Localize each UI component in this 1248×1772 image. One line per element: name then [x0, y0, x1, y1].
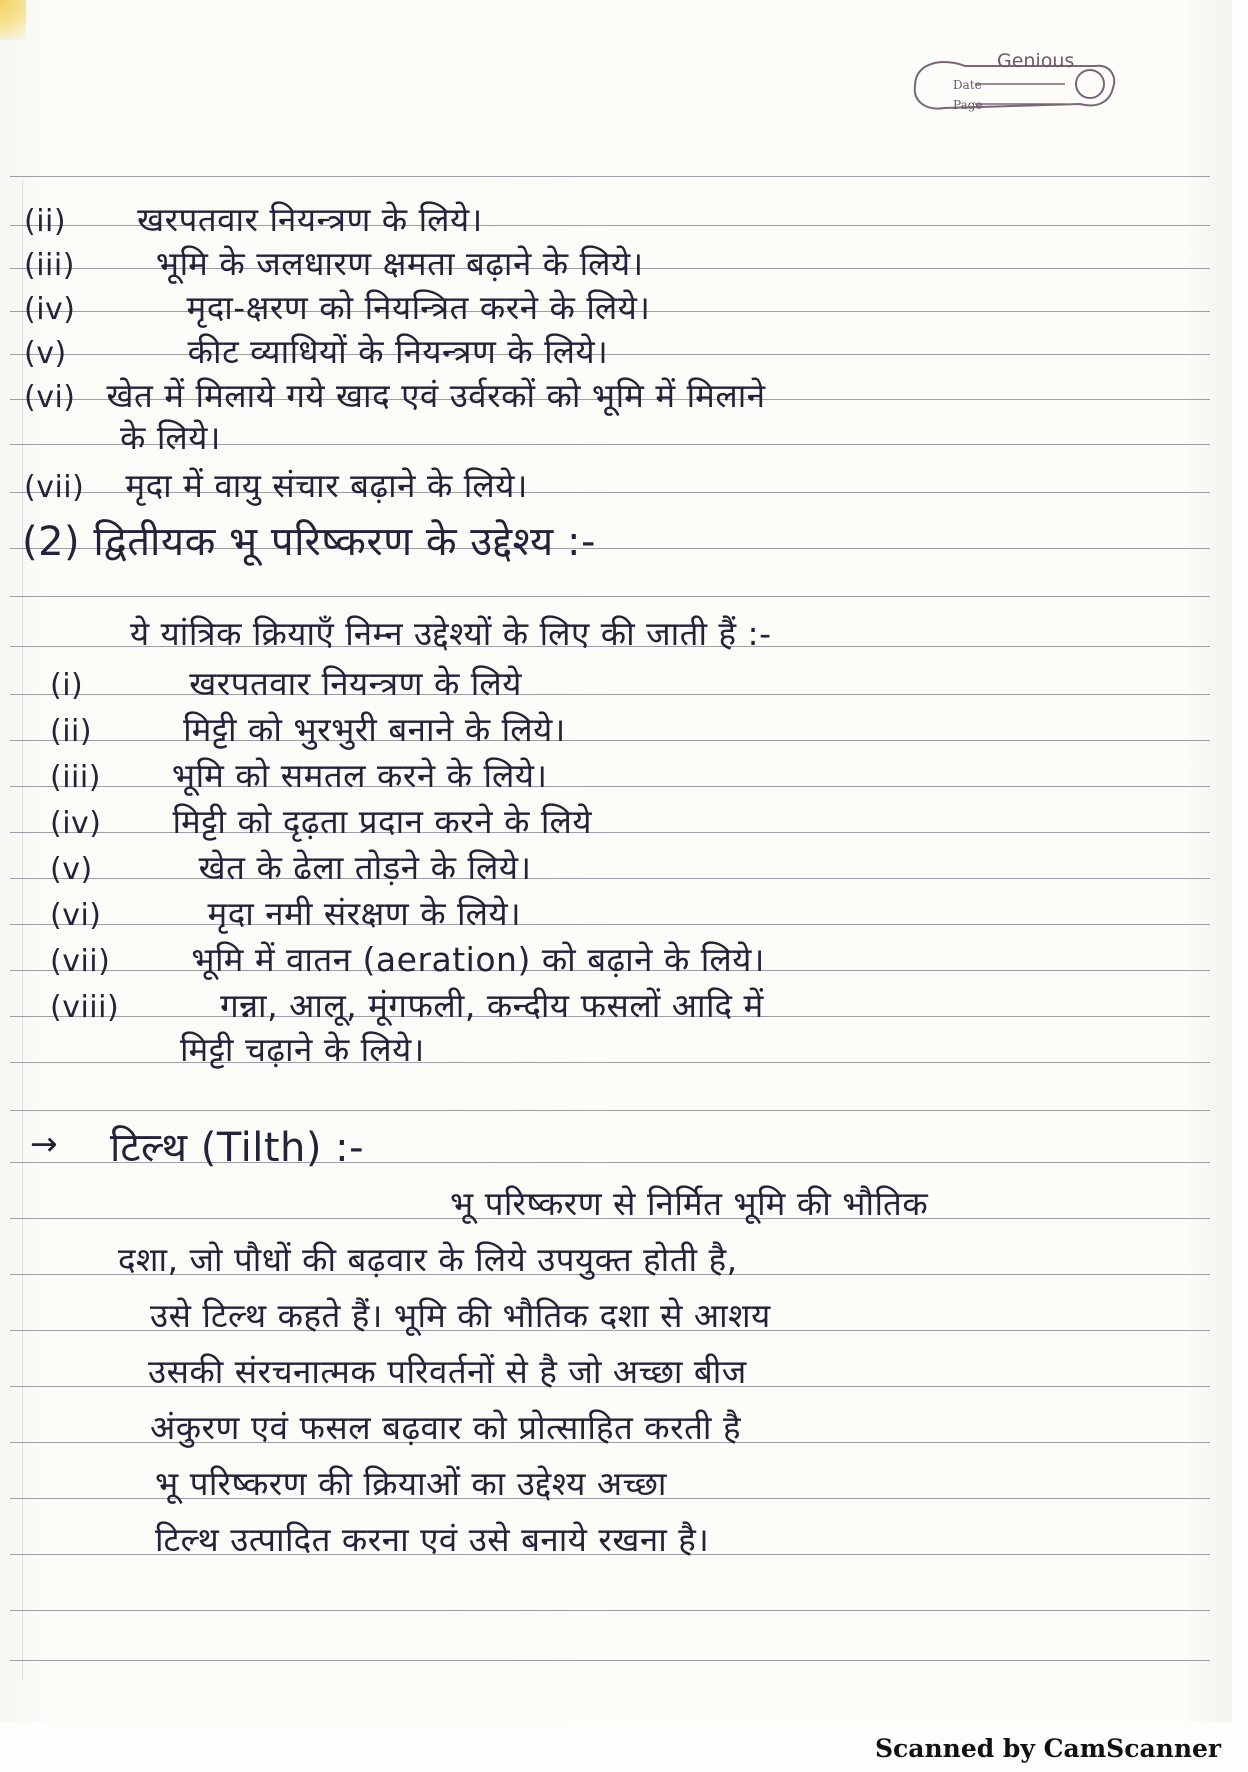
list-item	[50, 982, 764, 1027]
item-text: खरपतवार नियन्त्रण के लिये।	[137, 200, 483, 239]
list-item	[24, 462, 528, 507]
notebook-brand-stamp	[905, 46, 1125, 126]
item-number: (ii)	[24, 204, 67, 239]
item-text: मृदा-क्षरण को नियन्त्रित करने के लिये।	[186, 288, 651, 327]
item-text: भूमि को समतल करने के लिये।	[171, 756, 548, 795]
ruled-line	[10, 1110, 1210, 1111]
list-item-continued	[180, 1026, 425, 1071]
item-text: भूमि में वातन (aeration) को बढ़ाने के लिये।	[191, 940, 765, 979]
list-item	[50, 890, 521, 935]
item-text: मृदा में वायु संचार बढ़ाने के लिये।	[125, 466, 528, 505]
list-item	[50, 706, 566, 751]
paragraph-line: अंकुरण एवं फसल बढ़वार को प्रोत्साहित करती है	[150, 1408, 741, 1447]
item-text: खरपतवार नियन्त्रण के लिये	[189, 664, 522, 703]
list-item	[50, 936, 765, 981]
item-text: गन्ना, आलू, मूंगफली, कन्दीय फसलों आदि में	[220, 986, 764, 1025]
stamp-date-label: Date	[953, 78, 982, 92]
list-item	[50, 752, 548, 797]
list-item	[50, 660, 522, 705]
item-number: (v)	[50, 852, 93, 887]
ruled-line	[10, 176, 1210, 177]
paragraph-line: भू परिष्करण से निर्मित भूमि की भौतिक	[450, 1184, 929, 1223]
item-number: (i)	[50, 668, 84, 703]
list-item	[24, 196, 483, 241]
item-text: भूमि के जलधारण क्षमता बढ़ाने के लिये।	[155, 244, 644, 283]
item-text: खेत के ढेला तोड़ने के लिये।	[198, 848, 532, 887]
item-number: (vii)	[24, 470, 85, 505]
section-heading: (2) द्वितीयक भू परिष्करण के उद्देश्य :-	[22, 519, 596, 565]
paragraph-line: भू परिष्करण की क्रियाओं का उद्देश्य अच्छा	[155, 1464, 667, 1503]
item-number: (vi)	[24, 380, 76, 415]
paragraph-line: उसकी संरचनात्मक परिवर्तनों से है जो अच्छा बीज	[148, 1352, 747, 1391]
item-number: (iv)	[50, 806, 102, 841]
paragraph-line: उसे टिल्थ कहते हैं। भूमि की भौतिक दशा से आशय	[150, 1296, 771, 1335]
item-number: (viii)	[50, 990, 120, 1025]
item-text: मिट्टी को दृढ़ता प्रदान करने के लिये	[172, 802, 592, 841]
tilth-heading: टिल्थ (Tilth) :-	[110, 1125, 365, 1171]
item-text: मिट्टी को भुरभुरी बनाने के लिये।	[183, 710, 566, 749]
paragraph-line: दशा, जो पौधों की बढ़वार के लिये उपयुक्त होती है,	[118, 1240, 738, 1279]
item-text: खेत में मिलाये गये खाद एवं उर्वरकों को भूमि में मिलाने	[106, 376, 766, 415]
scanner-watermark: Scanned by CamScanner	[875, 1734, 1222, 1763]
margin-line	[22, 180, 23, 1680]
list-item	[24, 284, 650, 329]
list-item	[24, 372, 766, 417]
list-item-continued	[120, 414, 221, 459]
item-number: (vi)	[50, 898, 102, 933]
item-number: (iii)	[50, 760, 101, 795]
list-item	[50, 844, 532, 889]
stamp-page-label: Page	[953, 98, 983, 112]
item-text: कीट व्याधियों के नियन्त्रण के लिये।	[187, 332, 609, 371]
arrow-icon: →	[30, 1124, 59, 1163]
section-intro: ये यांत्रिक क्रियाएँ निम्न उद्देश्यों के लिए की जाती हैं :-	[130, 614, 772, 653]
list-item	[50, 798, 592, 843]
item-text: मृदा नमी संरक्षण के लिये।	[207, 894, 522, 933]
item-number: (iv)	[24, 292, 76, 327]
item-text: के लिये।	[120, 418, 221, 457]
item-text: मिट्टी चढ़ाने के लिये।	[180, 1030, 425, 1069]
list-item	[24, 328, 608, 373]
item-number: (iii)	[24, 248, 75, 283]
paragraph-line: टिल्थ उत्पादित करना एवं उसे बनाये रखना है।	[155, 1520, 710, 1559]
list-item	[24, 240, 644, 285]
corner-stain	[0, 0, 26, 40]
ruled-line	[10, 596, 1210, 597]
item-number: (ii)	[50, 714, 93, 749]
ruled-line	[10, 1660, 1210, 1661]
ruled-line	[10, 1610, 1210, 1611]
item-number: (v)	[24, 336, 67, 371]
stamp-brand: Genious	[997, 50, 1075, 72]
item-number: (vii)	[50, 944, 111, 979]
